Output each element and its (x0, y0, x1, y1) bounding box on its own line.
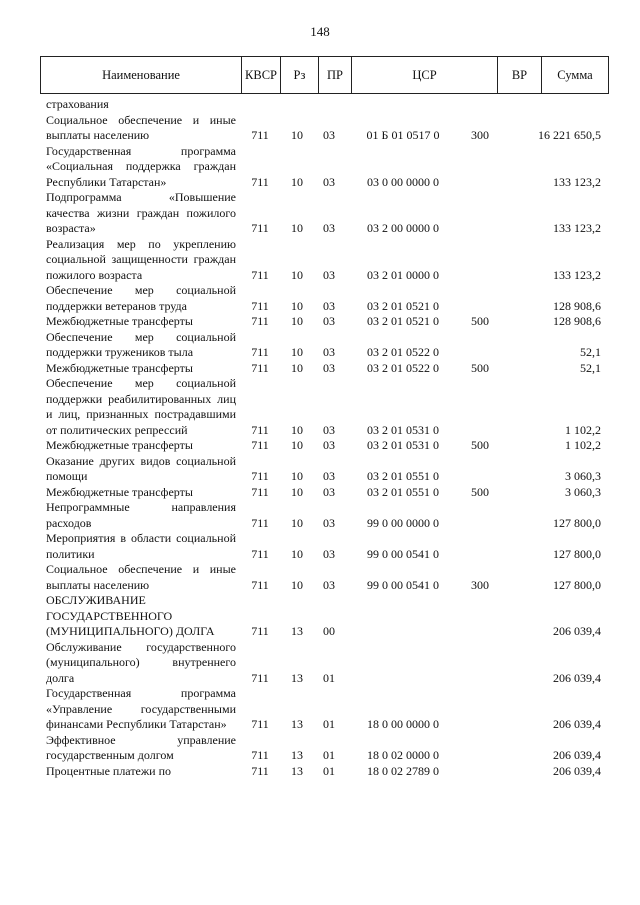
row-name: Мероприятия в области социальной политики (46, 531, 236, 561)
cell-rz: 10 (291, 484, 303, 499)
cell-pr: 00 (323, 624, 335, 638)
cell-pr: 01 (323, 748, 335, 762)
cell-pr: 03 (323, 360, 335, 375)
table-row (0, 562, 640, 593)
row-values (0, 299, 640, 315)
cell-sum: 1 102,2 (565, 422, 601, 437)
cell-pr: 03 (323, 174, 335, 189)
cell-kvsr: 711 (251, 515, 269, 530)
row-name: Социальное обеспечение и иные выплаты населению (46, 112, 236, 142)
row-values (0, 469, 640, 485)
cell-csr: 03 2 01 0531 0 (367, 438, 439, 452)
row-values (0, 345, 640, 361)
cell-csr: 01 Б 01 0517 0 (366, 128, 440, 142)
header-vr: ВР (497, 57, 541, 93)
cell-vr: 300 (471, 577, 489, 592)
row-name: Реализация мер по укреплению социальной защищенности граждан пожилого возраста (46, 236, 236, 282)
table-row (0, 454, 640, 485)
table-row (0, 361, 640, 377)
cell-kvsr: 711 (251, 577, 269, 592)
cell-pr: 01 (323, 670, 335, 685)
header-csr: ЦСР (351, 57, 497, 93)
table-row (0, 733, 640, 764)
cell-vr: 500 (471, 484, 489, 499)
cell-vr: 500 (471, 360, 489, 375)
row-values (0, 128, 640, 144)
row-values (0, 268, 640, 284)
row-values (0, 671, 640, 687)
cell-rz: 10 (291, 345, 303, 359)
page-number: 148 (310, 24, 330, 39)
cell-rz: 10 (291, 128, 303, 142)
table-row (0, 330, 640, 361)
header-rz: Рз (280, 57, 318, 93)
cell-kvsr: 711 (251, 221, 269, 235)
cell-rz: 10 (291, 438, 303, 452)
cell-sum: 128 908,6 (553, 314, 601, 328)
cell-sum: 206 039,4 (553, 624, 601, 638)
cell-rz: 10 (291, 360, 303, 375)
row-name: Обеспечение мер социальной поддержки тружеников тыла (46, 329, 236, 359)
cell-kvsr: 711 (251, 422, 269, 437)
cell-rz: 10 (291, 174, 303, 189)
cell-pr: 03 (323, 298, 335, 313)
cell-rz: 10 (291, 546, 303, 561)
table-row (0, 686, 640, 733)
row-values (0, 578, 640, 594)
row-values (0, 175, 640, 191)
table-row (0, 113, 640, 144)
table-row (0, 640, 640, 687)
row-name: Обслуживание государственного (муниципального) внутреннего долга (46, 639, 236, 685)
table-body (0, 97, 640, 779)
cell-csr: 18 0 00 0000 0 (367, 717, 439, 731)
cell-vr: 300 (471, 128, 489, 142)
row-values (0, 314, 640, 330)
table-row (0, 97, 640, 113)
cell-csr: 03 2 01 0522 0 (367, 345, 439, 359)
row-name: Межбюджетные трансферты (46, 438, 193, 452)
cell-sum: 52,1 (580, 345, 601, 359)
row-name: Межбюджетные трансферты (46, 314, 193, 328)
row-values (0, 438, 640, 454)
cell-pr: 03 (323, 345, 335, 359)
cell-pr: 03 (323, 546, 335, 561)
cell-csr: 99 0 00 0000 0 (367, 515, 439, 530)
table-row (0, 237, 640, 284)
cell-kvsr: 711 (251, 298, 269, 313)
table-row (0, 764, 640, 780)
row-name: Оказание других видов социальной помощи (46, 453, 236, 483)
table-row (0, 438, 640, 454)
table-header (40, 56, 609, 94)
cell-sum: 127 800,0 (553, 577, 601, 592)
cell-csr: 03 2 01 0551 0 (367, 469, 439, 483)
cell-csr: 03 2 01 0521 0 (367, 298, 439, 313)
cell-kvsr: 711 (251, 267, 269, 282)
row-values (0, 423, 640, 439)
cell-sum: 3 060,3 (565, 469, 601, 483)
cell-kvsr: 711 (251, 438, 269, 452)
cell-sum: 133 123,2 (553, 221, 601, 235)
cell-sum: 206 039,4 (553, 763, 601, 778)
cell-csr: 03 2 01 0000 0 (367, 267, 439, 282)
cell-rz: 10 (291, 221, 303, 235)
cell-csr: 99 0 00 0541 0 (367, 577, 439, 592)
table-row (0, 485, 640, 501)
row-name: Подпрограмма «Повышение качества жизни граждан пожилого возраста» (46, 190, 236, 235)
row-values (0, 97, 640, 113)
cell-pr: 03 (323, 128, 335, 142)
row-values (0, 516, 640, 532)
cell-kvsr: 711 (251, 345, 269, 359)
cell-kvsr: 711 (251, 546, 269, 561)
row-name: Социальное обеспечение и иные выплаты населению (46, 562, 236, 592)
cell-sum: 206 039,4 (553, 670, 601, 685)
cell-pr: 03 (323, 314, 335, 328)
cell-pr: 03 (323, 515, 335, 530)
cell-pr: 03 (323, 484, 335, 499)
cell-sum: 127 800,0 (553, 546, 601, 561)
cell-rz: 10 (291, 314, 303, 328)
row-name: Процентные платежи по (46, 763, 172, 778)
cell-sum: 133 123,2 (553, 174, 601, 189)
table-row (0, 376, 640, 438)
cell-csr: 18 0 02 2789 0 (367, 763, 439, 778)
cell-rz: 10 (291, 422, 303, 437)
table-row (0, 500, 640, 531)
row-name: Межбюджетные трансферты (46, 360, 193, 375)
cell-rz: 10 (291, 577, 303, 592)
cell-kvsr: 711 (251, 360, 269, 375)
row-name: Эффективное управление государственным долгом (46, 732, 236, 762)
cell-sum: 133 123,2 (553, 267, 601, 282)
cell-pr: 03 (323, 422, 335, 437)
row-name: Обеспечение мер социальной поддержки ветеранов труда (46, 283, 236, 313)
cell-pr: 03 (323, 469, 335, 483)
row-values (0, 624, 640, 640)
header-name: Наименование (102, 68, 180, 82)
cell-csr: 03 2 01 0521 0 (367, 314, 439, 328)
cell-kvsr: 711 (251, 128, 269, 142)
row-name: ОБСЛУЖИВАНИЕ ГОСУДАРСТВЕННОГО (МУНИЦИПАЛЬНОГО) ДОЛГА (46, 593, 215, 638)
cell-pr: 03 (323, 438, 335, 452)
row-name: Государственная программа «Социальная поддержка граждан Республики Татарстан» (46, 143, 236, 189)
header-sum: Сумма (541, 57, 608, 93)
cell-csr: 03 2 01 0531 0 (367, 422, 439, 437)
cell-csr: 03 2 00 0000 0 (367, 221, 439, 235)
table-row (0, 190, 640, 237)
cell-pr: 03 (323, 221, 335, 235)
cell-sum: 1 102,2 (565, 438, 601, 452)
cell-pr: 01 (323, 717, 335, 731)
cell-pr: 03 (323, 577, 335, 592)
row-values (0, 547, 640, 563)
row-values (0, 361, 640, 377)
cell-rz: 13 (291, 717, 303, 731)
cell-kvsr: 711 (251, 314, 269, 328)
cell-kvsr: 711 (251, 717, 269, 731)
row-name: страхования (46, 97, 109, 111)
cell-sum: 16 221 650,5 (538, 128, 601, 142)
row-values (0, 221, 640, 237)
row-values (0, 485, 640, 501)
cell-kvsr: 711 (251, 624, 269, 638)
cell-rz: 10 (291, 515, 303, 530)
cell-rz: 13 (291, 748, 303, 762)
table-row (0, 144, 640, 191)
cell-sum: 128 908,6 (553, 298, 601, 313)
cell-vr: 500 (471, 314, 489, 328)
cell-kvsr: 711 (251, 763, 269, 778)
cell-sum: 127 800,0 (553, 515, 601, 530)
row-name: Обеспечение мер социальной поддержки реабилитированных лиц и лиц, признанных пострадавшими от политических репрессий (46, 376, 236, 437)
cell-sum: 206 039,4 (553, 717, 601, 731)
cell-vr: 500 (471, 438, 489, 452)
row-name: Государственная программа «Управление государственными финансами Республики Татарстан» (46, 686, 236, 731)
header-pr: ПР (318, 57, 351, 93)
cell-kvsr: 711 (251, 469, 269, 483)
cell-csr: 18 0 02 0000 0 (367, 748, 439, 762)
row-name: Межбюджетные трансферты (46, 484, 193, 499)
cell-kvsr: 711 (251, 670, 269, 685)
table-row (0, 531, 640, 562)
table-row (0, 593, 640, 640)
cell-rz: 10 (291, 298, 303, 313)
header-kvsr: КВСР (241, 57, 280, 93)
cell-csr: 03 2 01 0522 0 (367, 360, 439, 375)
cell-kvsr: 711 (251, 174, 269, 189)
cell-rz: 10 (291, 267, 303, 282)
cell-rz: 10 (291, 469, 303, 483)
cell-csr: 03 0 00 0000 0 (367, 174, 439, 189)
row-values (0, 748, 640, 764)
cell-rz: 13 (291, 624, 303, 638)
cell-kvsr: 711 (251, 748, 269, 762)
row-name: Непрограммные направления расходов (46, 500, 236, 530)
cell-rz: 13 (291, 763, 303, 778)
table-row (0, 314, 640, 330)
cell-sum: 52,1 (580, 360, 601, 375)
cell-pr: 01 (323, 763, 335, 778)
cell-rz: 13 (291, 670, 303, 685)
cell-csr: 03 2 01 0551 0 (367, 484, 439, 499)
row-values (0, 764, 640, 780)
cell-kvsr: 711 (251, 484, 269, 499)
table-row (0, 283, 640, 314)
cell-sum: 3 060,3 (565, 484, 601, 499)
row-values (0, 717, 640, 733)
cell-sum: 206 039,4 (553, 748, 601, 762)
cell-pr: 03 (323, 267, 335, 282)
cell-csr: 99 0 00 0541 0 (367, 546, 439, 561)
